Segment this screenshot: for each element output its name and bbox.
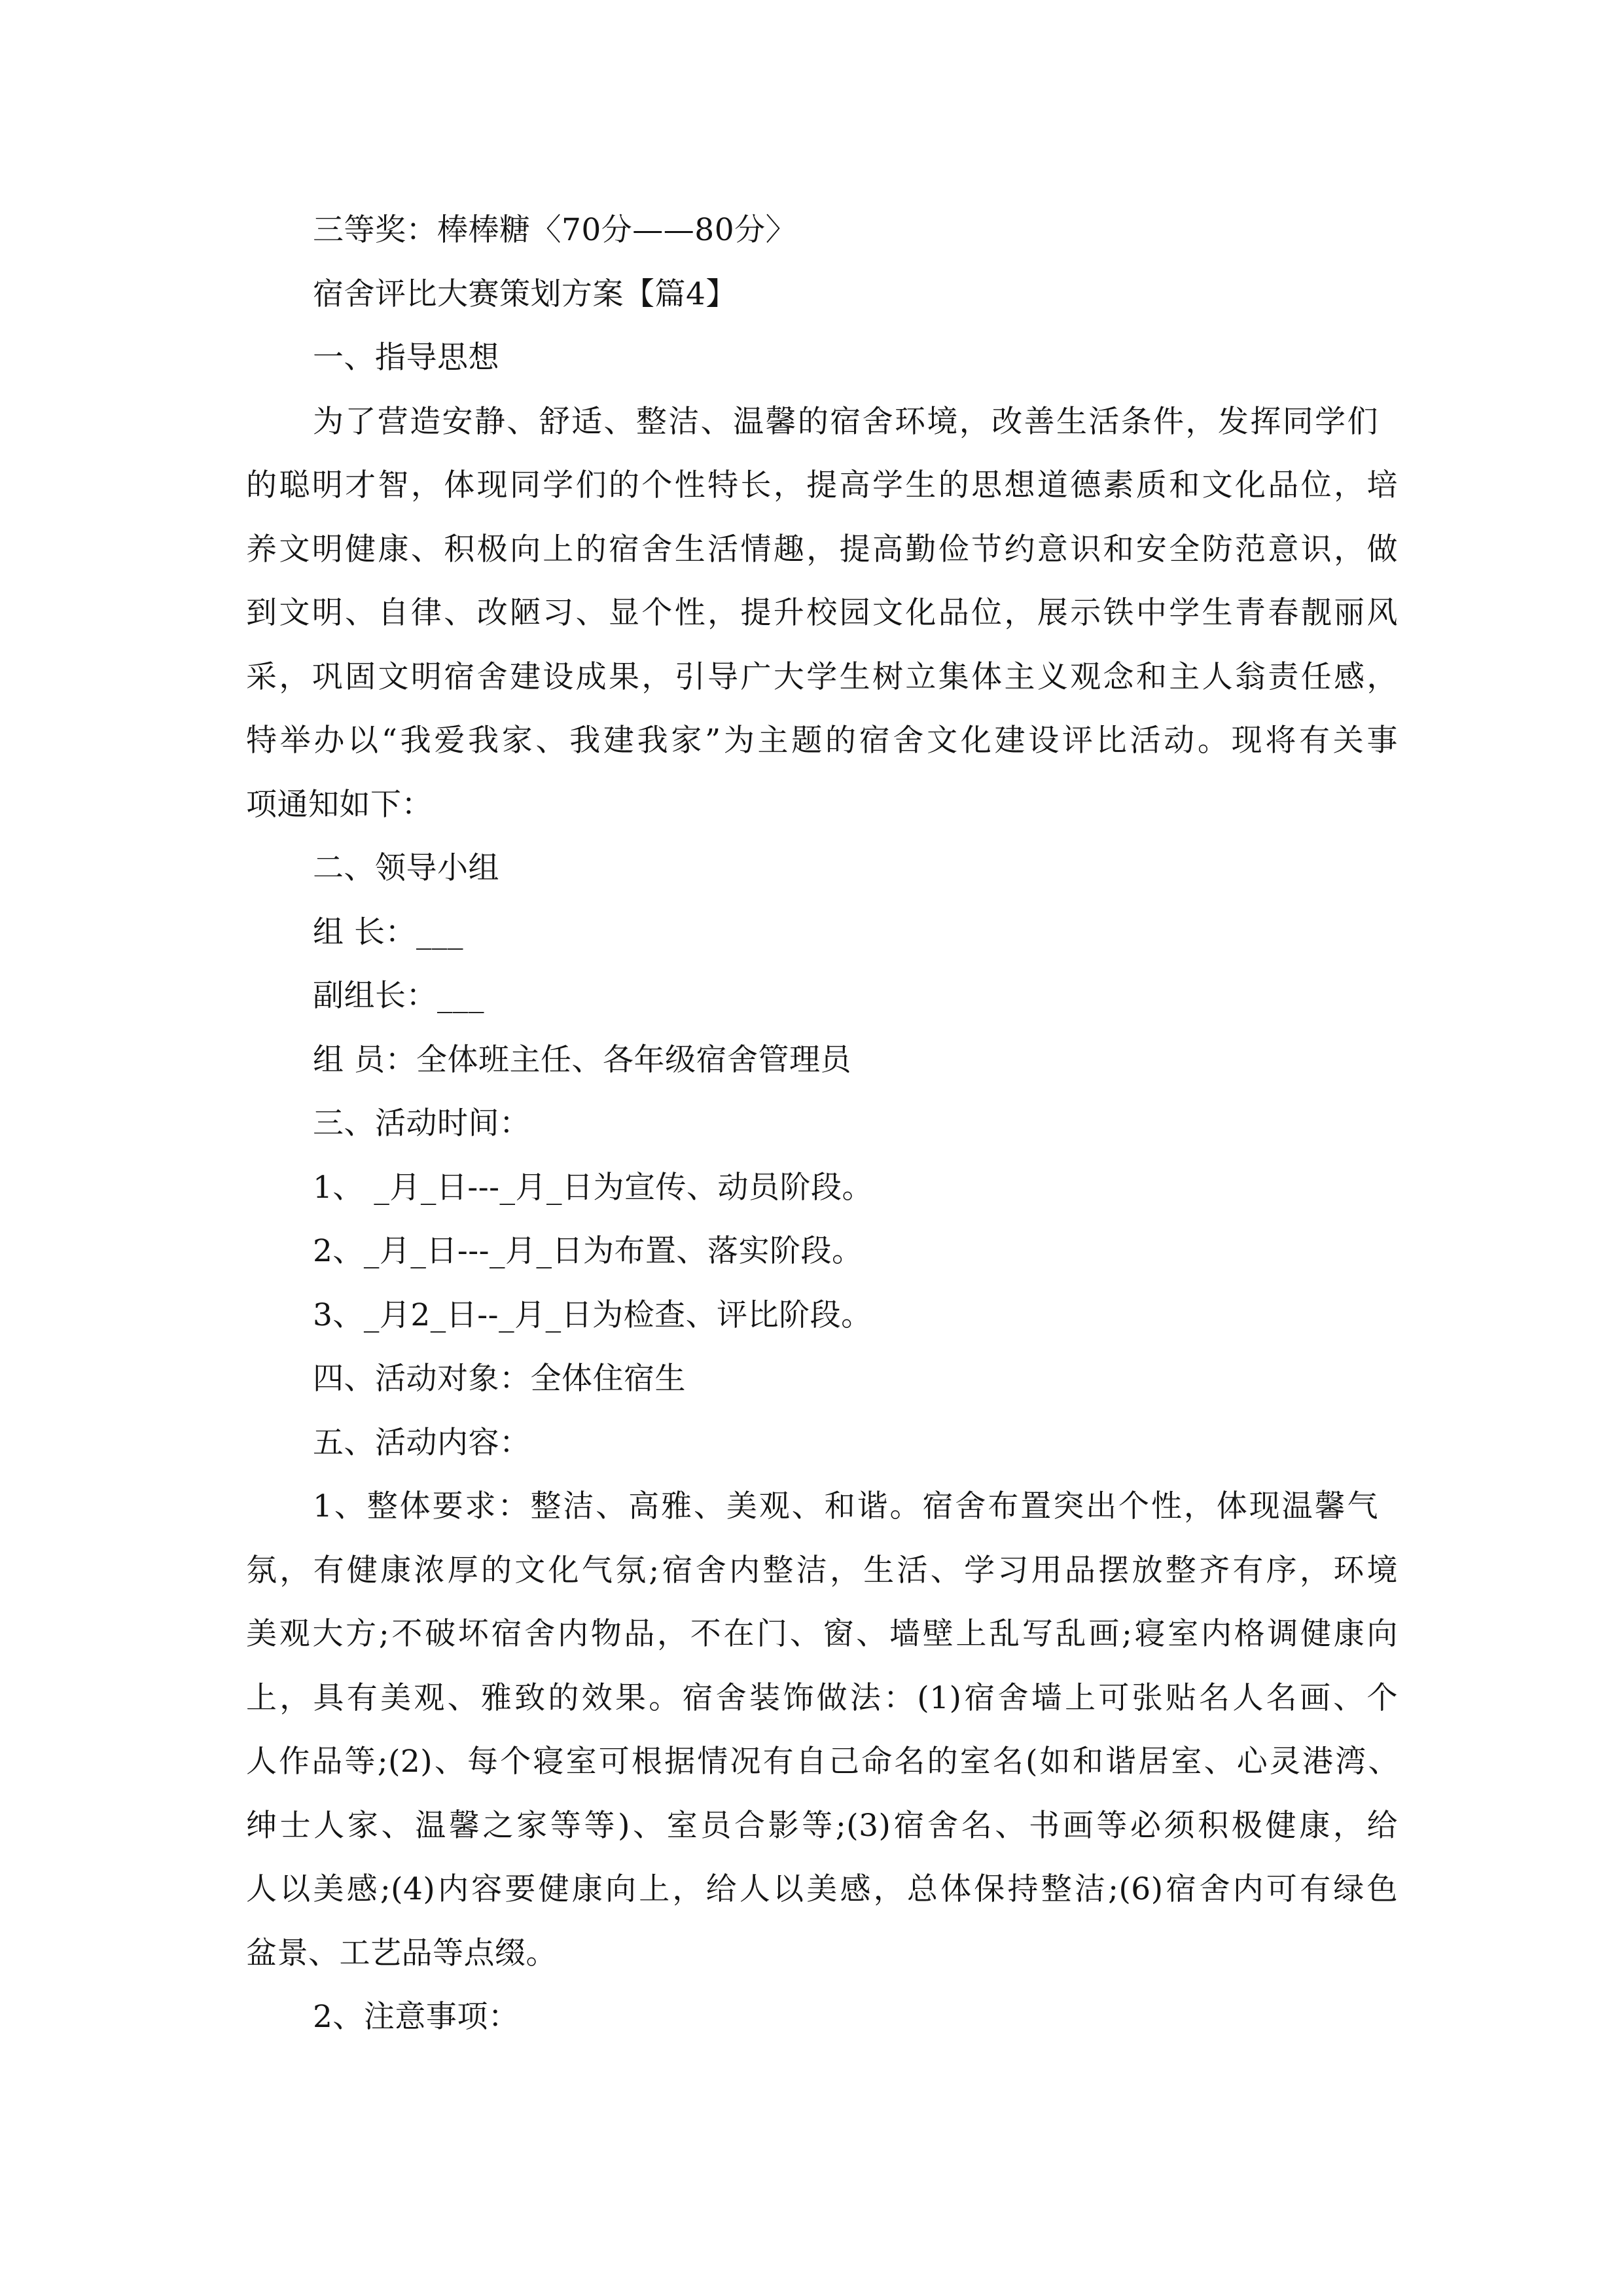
- paragraph-line: 项通知如下：: [246, 787, 433, 823]
- paragraph-line: 1、整体要求：整洁、高雅、美观、和谐。宿舍布置突出个性，体现温馨气: [313, 1488, 1378, 1524]
- schedule-item: 3、_月2_日--_月_日为检查、评比阶段。: [313, 1297, 872, 1333]
- paragraph-line: 养文明健康、积极向上的宿舍生活情趣，提高勤俭节约意识和安全防范意识，做: [246, 531, 1398, 567]
- paragraph-line: 的聪明才智，体现同学们的个性特长，提高学生的思想道德素质和文化品位，培: [246, 467, 1398, 503]
- deputy-leader-line: 副组长：___: [313, 978, 484, 1014]
- paragraph-line: 盆景、工艺品等点缀。: [246, 1935, 557, 1971]
- paragraph-line: 到文明、自律、改陋习、显个性，提升校园文化品位，展示铁中学生青春靓丽风: [246, 595, 1398, 631]
- heading-leadership-group: 二、领导小组: [313, 850, 499, 886]
- group-members-line: 组 员：全体班主任、各年级宿舍管理员: [313, 1042, 851, 1078]
- paragraph-line: 氛，有健康浓厚的文化气氛;宿舍内整洁，生活、学习用品摆放整齐有序，环境: [246, 1552, 1398, 1588]
- heading-activity-target: 四、活动对象：全体住宿生: [313, 1361, 686, 1397]
- paragraph-line: 绅士人家、温馨之家等等)、室员合影等;(3)宿舍名、书画等必须积极健康，给: [246, 1808, 1398, 1844]
- heading-notes: 2、注意事项：: [313, 1999, 520, 2035]
- schedule-item: 2、_月_日---_月_日为布置、落实阶段。: [313, 1233, 863, 1269]
- heading-activity-time: 三、活动时间：: [313, 1105, 531, 1141]
- paragraph-line: 上，具有美观、雅致的效果。宿舍装饰做法：(1)宿舍墙上可张贴名人名画、个: [246, 1680, 1398, 1716]
- heading-guiding-thought: 一、指导思想: [313, 340, 499, 376]
- section-title: 宿舍评比大赛策划方案【篇4】: [313, 276, 737, 312]
- group-leader-line: 组 长：___: [313, 914, 463, 950]
- heading-activity-content: 五、活动内容：: [313, 1425, 531, 1461]
- paragraph-line: 采，巩固文明宿舍建设成果，引导广大学生树立集体主义观念和主人翁责任感，: [246, 659, 1398, 695]
- paragraph-line: 人以美感;(4)内容要健康向上，给人以美感，总体保持整洁;(6)宿舍内可有绿色: [246, 1871, 1398, 1907]
- schedule-item: 1、 _月_日---_月_日为宣传、动员阶段。: [313, 1170, 873, 1206]
- paragraph-line: 人作品等;(2)、每个寝室可根据情况有自己命名的室名(如和谐居室、心灵港湾、: [246, 1744, 1399, 1780]
- paragraph-line: 为了营造安静、舒适、整洁、温馨的宿舍环境，改善生活条件，发挥同学们: [313, 404, 1378, 440]
- paragraph-line: 美观大方;不破坏宿舍内物品，不在门、窗、墙壁上乱写乱画;寝室内格调健康向: [246, 1616, 1398, 1652]
- prize-third-line: 三等奖：棒棒糖〈70分——80分〉: [313, 212, 797, 248]
- paragraph-line: 特举办以“我爱我家、我建我家”为主题的宿舍文化建设评比活动。现将有关事: [246, 723, 1398, 759]
